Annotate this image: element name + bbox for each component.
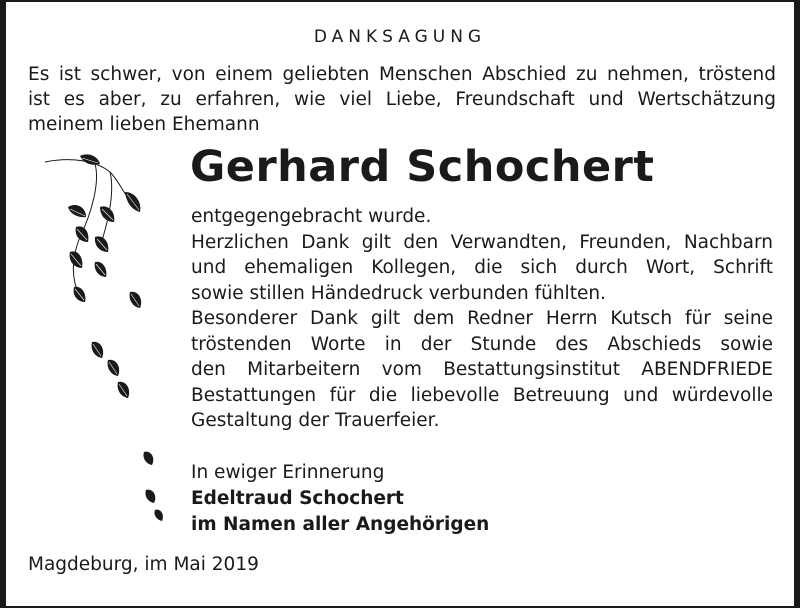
body-line: Herzlichen Dank gilt den Verwandten, Freunden, Nachbarn <box>191 231 773 253</box>
body-line: tröstenden Worte in der Stunde des Abschieds sowie <box>191 333 773 355</box>
signature-line: In ewiger Erinnerung <box>191 462 385 483</box>
deceased-name: Gerhard Schochert <box>190 142 655 192</box>
heading: DANKSAGUNG <box>313 27 487 47</box>
body-line: Gestaltung der Trauerfeier. <box>191 410 440 431</box>
signature-relatives: im Namen aller Angehörigen <box>191 514 490 535</box>
place-date: Magdeburg, im Mai 2019 <box>28 554 259 575</box>
signature-block <box>191 460 489 538</box>
body-line: und ehemaligen Kollegen, die sich durch Wort, Schrift <box>191 257 773 278</box>
thanks-paragraph <box>191 204 773 434</box>
intro-line: ist es aber, zu erfahren, wie viel Liebe, Freundschaft und Wertschätzung <box>28 89 776 110</box>
body-line: sowie stillen Händedruck verbunden fühlten. <box>191 282 606 304</box>
body-line: den Mitarbeitern vom Bestattungsinstitut ABENDFRIEDE <box>191 359 773 380</box>
intro-line: Es ist schwer, von einem geliebten Menschen Abschied zu nehmen, tröstend <box>28 64 776 85</box>
falling-leaves-branch-icon <box>40 152 175 532</box>
intro-line: meinem lieben Ehemann <box>28 114 260 135</box>
intro-paragraph <box>28 62 776 137</box>
body-line: Besonderer Dank gilt dem Redner Herrn Kutsch für seine <box>191 308 773 329</box>
body-line: Bestattungen für die liebevolle Betreuung und würdevolle <box>191 384 773 406</box>
signature-name: Edeltraud Schochert <box>191 488 404 509</box>
body-line: entgegengebracht wurde. <box>191 206 432 227</box>
